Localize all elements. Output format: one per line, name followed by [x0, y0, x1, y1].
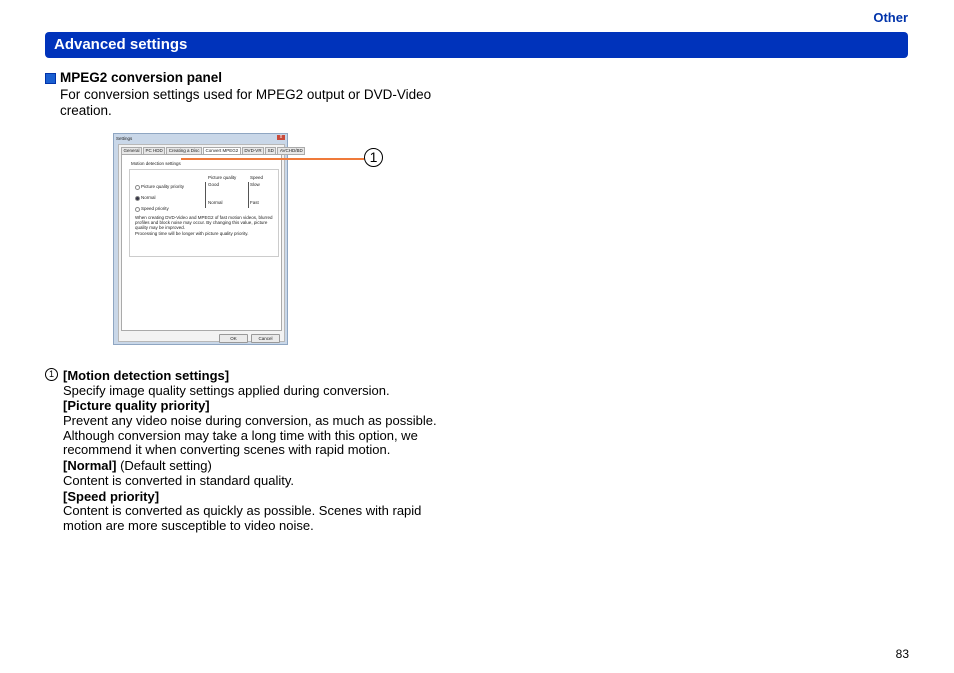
- normal-default-note: (Default setting): [120, 458, 212, 473]
- tab-panel: [121, 154, 282, 331]
- tab-sd: SD: [265, 147, 276, 155]
- scale-fast: Fast: [250, 200, 259, 205]
- normal-title: [Normal]: [63, 458, 117, 473]
- speed-line: motion are more susceptible to video noise.: [63, 518, 314, 533]
- section-banner: [45, 32, 908, 58]
- note-line: When creating DVD-Video and MPEG2 of fast motion videos, blurred: [135, 215, 273, 220]
- group-label: Motion detection settings: [131, 161, 181, 166]
- tab-dvd-vr: DVD-VR: [242, 147, 264, 155]
- tab-avchd-bd: AVCHD/BD: [277, 147, 305, 155]
- option-normal: Normal: [141, 195, 156, 200]
- pq-line: Although conversion may take a long time with this option, we: [63, 428, 418, 443]
- settings-dialog-screenshot: [113, 133, 303, 345]
- ok-button: OK: [219, 334, 248, 343]
- quality-arrow-line: [205, 182, 206, 208]
- radio-speed: [135, 207, 140, 212]
- note-line: quality may be improved.: [135, 225, 186, 230]
- normal-description: Content is converted in standard quality.: [63, 473, 295, 488]
- speed-title: [Speed priority]: [63, 489, 160, 504]
- radio-normal: [135, 196, 140, 201]
- panel-description: For conversion settings used for MPEG2 output or DVD-Video creation.: [60, 87, 432, 118]
- section-label: Other: [873, 10, 908, 25]
- tab-convert-mpeg2: Convert MPEG2: [203, 147, 241, 155]
- speed-arrow-line: [248, 182, 249, 208]
- bullet-square-icon: [45, 73, 56, 84]
- motion-group-box: [129, 169, 279, 257]
- motion-title: [Motion detection settings]: [63, 368, 230, 383]
- option-picture-quality: Picture quality priority: [141, 184, 185, 189]
- dialog-body: [118, 144, 303, 342]
- speed-line: Content is converted as quickly as possible. Scenes with rapid: [63, 503, 422, 518]
- page-number: 83: [895, 647, 909, 661]
- scale-header-quality: Picture quality: [208, 175, 237, 180]
- dialog-title: Settings: [116, 136, 133, 141]
- scale-header-speed: Speed: [250, 175, 264, 180]
- note-line: profiles and block noise may occur. By changing this value, picture: [135, 220, 268, 225]
- scale-good: Good: [208, 182, 220, 187]
- callout-line: [181, 158, 364, 160]
- motion-description: Specify image quality settings applied during conversion.: [63, 383, 390, 398]
- radio-picture-quality: [135, 185, 140, 190]
- option-speed: Speed priority: [141, 206, 169, 211]
- scale-slow: Slow: [250, 182, 260, 187]
- callout-number: 1: [364, 148, 383, 167]
- cancel-button: Cancel: [251, 334, 280, 343]
- item-number: 1: [45, 368, 58, 381]
- pq-line: Prevent any video noise during conversion, as much as possible.: [63, 413, 437, 428]
- panel-heading: MPEG2 conversion panel: [60, 70, 223, 85]
- banner-title: Advanced settings: [54, 36, 188, 53]
- tab-pc-hdd: PC HDD: [143, 147, 165, 155]
- pq-line: recommend it when converting scenes with rapid motion.: [63, 442, 391, 457]
- pq-title: [Picture quality priority]: [63, 398, 210, 413]
- scale-normal: Normal: [208, 200, 223, 205]
- tab-general: General: [121, 147, 142, 155]
- tab-creating-disc: Creating a Disc: [166, 147, 202, 155]
- close-icon: x: [277, 135, 285, 140]
- normal-heading: [63, 458, 212, 473]
- note-line: Processing time will be longer with picture quality priority.: [135, 231, 249, 236]
